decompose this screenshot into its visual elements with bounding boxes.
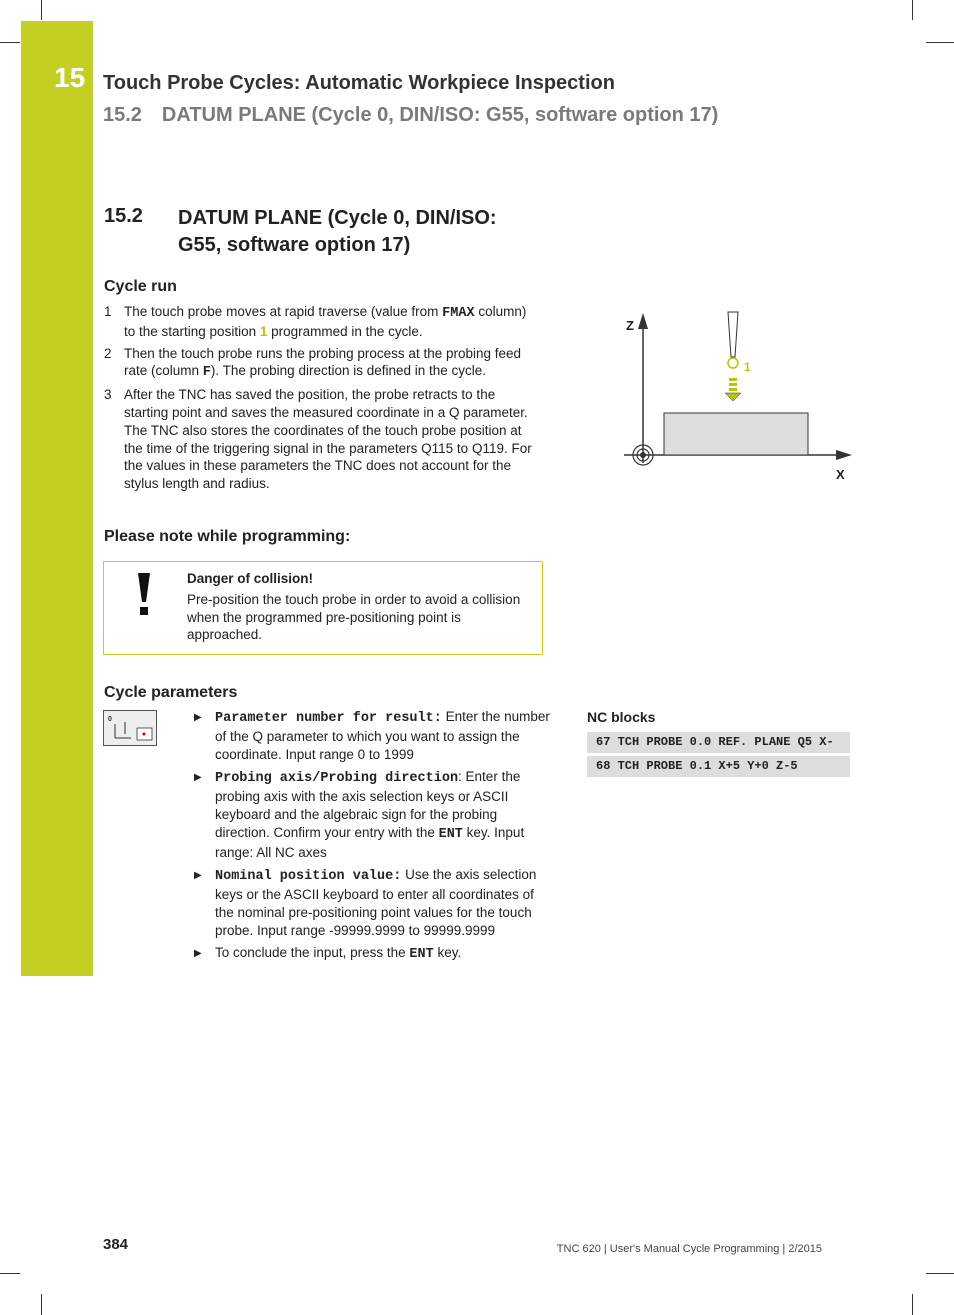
crop-mark (41, 0, 42, 20)
crop-mark (0, 42, 20, 43)
crop-mark (41, 1294, 42, 1315)
nc-block-row: 68 TCH PROBE 0.1 X+5 Y+0 Z-5 (587, 756, 850, 777)
nc-blocks-heading: NC blocks (587, 709, 656, 725)
axis-label-z: Z (626, 318, 634, 333)
chapter-number: 15 (54, 62, 86, 93)
bullet-arrow-icon: ▶ (194, 712, 202, 723)
running-header-title: Touch Probe Cycles: Automatic Workpiece Inspection (103, 72, 615, 94)
crop-mark (912, 1294, 913, 1315)
nc-block-row: 67 TCH PROBE 0.0 REF. PLANE Q5 X- (587, 732, 850, 753)
axis-label-x: X (836, 467, 845, 482)
x-arrow-icon (836, 450, 852, 460)
bullet-arrow-icon: ▶ (194, 948, 202, 959)
list-item: ▶ Probing axis/Probing direction: Enter the probing axis with the axis selection keys or ASCII keyboard and the algebraic sign for the probing direction. Confirm your entry with the ENT key. Input range: All NC axes (194, 769, 525, 860)
z-arrow-icon (638, 313, 648, 329)
cycle-parameter-list (194, 708, 554, 968)
exclamation-icon (137, 572, 151, 618)
list-item: ▶ To conclude the input, press the ENT key. (194, 945, 462, 962)
chapter-sidebar (21, 21, 93, 976)
crop-mark (926, 42, 954, 43)
probe-ball-icon (728, 358, 738, 368)
page-number: 384 (103, 1236, 129, 1253)
note-text: Pre-position the touch probe in order to avoid a collision when the programmed pre-positioning point is approached. (187, 592, 521, 642)
crop-mark (926, 1273, 954, 1274)
crop-mark (912, 0, 913, 20)
section-title: DATUM PLANE (Cycle 0, DIN/ISO: G55, software option 17) (178, 207, 497, 256)
list-item: 2 Then the touch probe runs the probing process at the probing feed rate (column F). The probing direction is defined in the cycle. (104, 345, 522, 381)
bullet-arrow-icon: ▶ (194, 870, 202, 881)
probing-direction-arrow-icon (725, 378, 741, 401)
workpiece (664, 413, 808, 455)
crop-mark (0, 1273, 20, 1274)
danger-note (103, 561, 543, 655)
list-item: 1 The touch probe moves at rapid traverse (value from FMAX column) to the starting position 1 programmed in the cycle. (104, 304, 527, 339)
list-item: ▶ Nominal position value: Use the axis selection keys or the ASCII keyboard to enter all coordinates of the nominal pre-positioning point values for the touch probe. Input range -99999.9999 to 99999.9999 (194, 867, 537, 938)
svg-text:0: 0 (108, 716, 112, 723)
running-header-subtitle: 15.2 DATUM PLANE (Cycle 0, DIN/ISO: G55, software option 17) (103, 104, 719, 126)
cycle-parameters-heading: Cycle parameters (104, 684, 238, 701)
note-title: Danger of collision! (187, 571, 314, 586)
probe-diagram (620, 305, 855, 485)
footer-text: TNC 620 | User's Manual Cycle Programming | 2/2015 (556, 1243, 822, 1255)
position-label: 1 (744, 360, 751, 374)
programming-note-heading: Please note while programming: (104, 528, 351, 545)
cycle-run-heading: Cycle run (104, 278, 177, 295)
bullet-arrow-icon: ▶ (194, 772, 202, 783)
cycle-run-steps (104, 303, 534, 497)
list-item: ▶ Parameter number for result: Enter the number of the Q parameter to which you want to assign the coordinate. Input range 0 to 1999 (194, 709, 550, 762)
list-item: 3 After the TNC has saved the position, the probe retracts to the starting point and saves the measured coordinate in a Q parameter. The TNC also stores the coordinates of the touch probe position at the time of the triggering signal in the parameters Q115 to Q119. For the values in these parameters the TNC does not account for the stylus length and radius. (104, 387, 532, 492)
section-number: 15.2 (104, 205, 143, 227)
touch-probe-icon (728, 312, 738, 357)
cycle-softkey-icon (103, 710, 158, 747)
